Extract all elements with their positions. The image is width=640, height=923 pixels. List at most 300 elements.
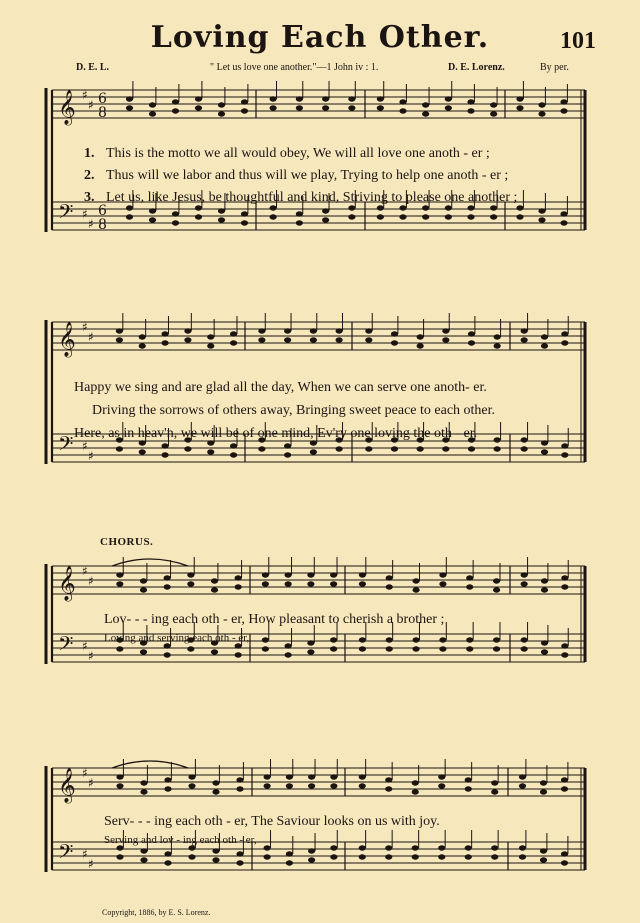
verse-3-line-2: Here, as in heav'n, we will be of one mind, Ev'ry one loving the oth - er.: [74, 426, 478, 441]
note-head: [307, 640, 314, 645]
note-head: [258, 328, 265, 333]
note-head: [412, 789, 419, 794]
note-head: [307, 572, 314, 577]
note-head: [445, 96, 452, 101]
note-head: [139, 343, 146, 348]
note-head: [211, 578, 218, 583]
key-sharp: ♯: [88, 574, 94, 588]
note-head: [172, 108, 179, 113]
note-head: [116, 572, 123, 577]
note-head: [519, 845, 526, 850]
note-head: [184, 328, 191, 333]
note-head: [262, 646, 269, 651]
verse-number: 1.: [84, 146, 95, 161]
note-head: [561, 777, 568, 782]
note-head: [494, 334, 501, 339]
note-head: [365, 328, 372, 333]
key-sharp: ♯: [88, 449, 94, 463]
note-head: [207, 449, 214, 454]
note-head: [386, 575, 393, 580]
chorus-alt-line-2: Serving and lov - ing each oth - er,: [104, 834, 257, 846]
note-head: [465, 786, 472, 791]
note-head: [538, 111, 545, 116]
note-head: [561, 575, 568, 580]
chorus-alt-line-1: Loving and serving each oth - er,: [104, 632, 250, 644]
note-head: [212, 848, 219, 853]
note-head: [491, 780, 498, 785]
note-head: [307, 649, 314, 654]
note-head: [561, 443, 568, 448]
note-head: [236, 786, 243, 791]
note-head: [541, 449, 548, 454]
note-head: [149, 111, 156, 116]
note-head: [359, 783, 366, 788]
note-head: [438, 854, 445, 859]
note-head: [561, 452, 568, 457]
note-head: [307, 581, 314, 586]
treble-clef: 𝄞: [58, 90, 76, 125]
note-head: [218, 111, 225, 116]
key-sharp: ♯: [82, 320, 88, 334]
note-head: [359, 854, 366, 859]
note-head: [467, 108, 474, 113]
time-sig-top: 6: [98, 91, 107, 107]
note-head: [284, 337, 291, 342]
note-head: [412, 646, 419, 651]
note-head: [164, 575, 171, 580]
key-sharp: ♯: [88, 98, 94, 112]
key-sharp: ♯: [82, 639, 88, 653]
note-head: [187, 646, 194, 651]
note-head: [493, 587, 500, 592]
note-head: [386, 584, 393, 589]
note-head: [540, 857, 547, 862]
note-head: [264, 854, 271, 859]
note-head: [336, 446, 343, 451]
note-head: [140, 857, 147, 862]
note-head: [187, 581, 194, 586]
time-sig-bottom: 8: [98, 105, 107, 121]
note-head: [465, 777, 472, 782]
note-head: [230, 331, 237, 336]
note-head: [438, 774, 445, 779]
note-head: [235, 584, 242, 589]
note-head: [445, 105, 452, 110]
note-head: [284, 443, 291, 448]
note-head: [330, 581, 337, 586]
bass-clef: 𝄢: [58, 200, 74, 228]
note-head: [494, 446, 501, 451]
note-head: [348, 214, 355, 219]
note-head: [386, 637, 393, 642]
note-head: [188, 845, 195, 850]
note-head: [285, 643, 292, 648]
note-head: [270, 96, 277, 101]
note-head: [521, 637, 528, 642]
note-head: [286, 860, 293, 865]
note-head: [241, 220, 248, 225]
note-head: [284, 452, 291, 457]
note-head: [560, 220, 567, 225]
note-head: [491, 845, 498, 850]
note-head: [116, 581, 123, 586]
note-head: [399, 205, 406, 210]
note-head: [126, 214, 133, 219]
note-head: [365, 337, 372, 342]
copyright-notice: Copyright, 1886, by E. S. Lorenz.: [102, 908, 211, 917]
note-head: [211, 649, 218, 654]
note-head: [560, 99, 567, 104]
note-head: [140, 789, 147, 794]
note-head: [116, 328, 123, 333]
chorus-line-1: Lov- - - ing each oth - er, How pleasant to cherish a brother ;: [104, 612, 445, 627]
lyric-text: Thus will we labor and thus will we play, Trying to help one anoth - er ;: [106, 168, 509, 183]
note-head: [330, 572, 337, 577]
note-head: [490, 111, 497, 116]
note-head: [235, 643, 242, 648]
lyric-text: Let us, like Jesus, be thoughtful and kind, Striving to please one another ;: [106, 190, 518, 205]
note-head: [184, 446, 191, 451]
note-head: [161, 443, 168, 448]
note-head: [161, 340, 168, 345]
note-head: [285, 652, 292, 657]
note-head: [270, 105, 277, 110]
note-head: [172, 99, 179, 104]
note-head: [365, 446, 372, 451]
note-head: [140, 848, 147, 853]
note-head: [541, 343, 548, 348]
note-head: [521, 446, 528, 451]
note-head: [385, 854, 392, 859]
note-head: [330, 774, 337, 779]
note-head: [348, 105, 355, 110]
note-head: [195, 105, 202, 110]
note-head: [391, 340, 398, 345]
note-head: [188, 783, 195, 788]
note-head: [235, 575, 242, 580]
author-initials: D. E. L.: [76, 62, 110, 73]
note-head: [330, 783, 337, 788]
note-head: [184, 337, 191, 342]
note-head: [139, 334, 146, 339]
bass-clef: 𝄢: [58, 432, 74, 460]
note-head: [218, 217, 225, 222]
note-head: [442, 446, 449, 451]
note-head: [412, 854, 419, 859]
note-head: [467, 205, 474, 210]
note-head: [391, 446, 398, 451]
note-head: [308, 857, 315, 862]
note-head: [468, 340, 475, 345]
note-head: [296, 105, 303, 110]
note-head: [310, 449, 317, 454]
note-head: [541, 440, 548, 445]
note-head: [538, 208, 545, 213]
note-head: [218, 102, 225, 107]
note-head: [296, 211, 303, 216]
note-head: [207, 343, 214, 348]
note-head: [322, 105, 329, 110]
note-head: [264, 845, 271, 850]
note-head: [516, 105, 523, 110]
note-head: [490, 102, 497, 107]
note-head: [322, 208, 329, 213]
key-sharp: ♯: [82, 847, 88, 861]
note-head: [330, 845, 337, 850]
note-head: [359, 845, 366, 850]
note-head: [359, 774, 366, 779]
note-head: [391, 331, 398, 336]
note-head: [322, 217, 329, 222]
lyric-text: This is the motto we all would obey, We will all love one anoth - er ;: [106, 146, 490, 161]
note-head: [286, 851, 293, 856]
note-head: [493, 578, 500, 583]
note-head: [468, 446, 475, 451]
note-head: [310, 337, 317, 342]
note-head: [126, 96, 133, 101]
note-head: [212, 789, 219, 794]
note-head: [466, 584, 473, 589]
note-head: [164, 777, 171, 782]
note-head: [126, 205, 133, 210]
note-head: [540, 780, 547, 785]
note-head: [541, 334, 548, 339]
treble-clef: 𝄞: [58, 322, 76, 357]
bass-clef: 𝄢: [58, 840, 74, 868]
note-head: [439, 646, 446, 651]
note-head: [359, 646, 366, 651]
note-head: [310, 328, 317, 333]
note-head: [540, 848, 547, 853]
note-head: [359, 637, 366, 642]
note-head: [286, 783, 293, 788]
note-head: [521, 337, 528, 342]
note-head: [422, 214, 429, 219]
page-number: 101: [560, 28, 596, 54]
note-head: [399, 99, 406, 104]
note-head: [494, 437, 501, 442]
note-head: [264, 783, 271, 788]
note-head: [442, 337, 449, 342]
verse-1-line-2: Happy we sing and are glad all the day, When we can serve one anoth- er.: [74, 380, 487, 395]
note-head: [399, 214, 406, 219]
note-head: [188, 854, 195, 859]
chorus-label: CHORUS.: [100, 536, 154, 548]
note-head: [560, 211, 567, 216]
note-head: [172, 211, 179, 216]
note-head: [491, 789, 498, 794]
note-head: [521, 572, 528, 577]
note-head: [494, 343, 501, 348]
note-head: [241, 211, 248, 216]
note-head: [195, 96, 202, 101]
note-head: [230, 452, 237, 457]
note-head: [541, 649, 548, 654]
note-head: [445, 205, 452, 210]
note-head: [516, 214, 523, 219]
note-head: [561, 786, 568, 791]
note-head: [377, 205, 384, 210]
note-head: [465, 854, 472, 859]
note-head: [230, 340, 237, 345]
note-head: [561, 331, 568, 336]
note-head: [241, 108, 248, 113]
note-head: [540, 789, 547, 794]
note-head: [439, 581, 446, 586]
permission-note: By per.: [540, 62, 569, 73]
note-head: [218, 208, 225, 213]
verse-1-line-1: [84, 146, 490, 162]
note-head: [116, 854, 123, 859]
note-head: [164, 851, 171, 856]
verse-3-line-1: [84, 190, 517, 206]
note-head: [521, 437, 528, 442]
key-sharp: ♯: [88, 776, 94, 790]
note-head: [285, 581, 292, 586]
key-sharp: ♯: [82, 439, 88, 453]
note-head: [336, 337, 343, 342]
note-head: [236, 777, 243, 782]
note-head: [445, 214, 452, 219]
note-head: [561, 851, 568, 856]
note-head: [140, 578, 147, 583]
note-head: [521, 328, 528, 333]
note-head: [126, 105, 133, 110]
note-head: [385, 845, 392, 850]
note-head: [438, 783, 445, 788]
note-head: [412, 845, 419, 850]
note-head: [116, 337, 123, 342]
note-head: [172, 220, 179, 225]
note-head: [116, 845, 123, 850]
note-head: [348, 205, 355, 210]
note-head: [164, 643, 171, 648]
note-head: [116, 783, 123, 788]
note-head: [468, 331, 475, 336]
note-head: [336, 328, 343, 333]
note-head: [149, 217, 156, 222]
note-head: [541, 640, 548, 645]
note-head: [438, 845, 445, 850]
bass-clef: 𝄢: [58, 632, 74, 660]
note-head: [490, 214, 497, 219]
note-head: [561, 584, 568, 589]
treble-clef: 𝄞: [58, 566, 76, 601]
note-head: [161, 331, 168, 336]
key-sharp: ♯: [88, 649, 94, 663]
note-head: [466, 575, 473, 580]
note-head: [519, 774, 526, 779]
note-head: [264, 774, 271, 779]
note-head: [466, 646, 473, 651]
note-head: [467, 214, 474, 219]
note-head: [330, 637, 337, 642]
note-head: [561, 643, 568, 648]
composer-credit: D. E. Lorenz.: [448, 62, 505, 73]
note-head: [561, 652, 568, 657]
note-head: [439, 572, 446, 577]
note-head: [359, 581, 366, 586]
note-head: [519, 783, 526, 788]
note-head: [521, 646, 528, 651]
treble-clef: 𝄞: [58, 768, 76, 803]
note-head: [422, 205, 429, 210]
key-sharp: ♯: [82, 564, 88, 578]
note-head: [262, 572, 269, 577]
note-head: [385, 777, 392, 782]
note-head: [399, 108, 406, 113]
note-head: [212, 857, 219, 862]
note-head: [161, 452, 168, 457]
note-head: [164, 786, 171, 791]
note-head: [149, 102, 156, 107]
note-head: [195, 214, 202, 219]
note-head: [140, 587, 147, 592]
note-head: [516, 96, 523, 101]
note-head: [422, 111, 429, 116]
note-head: [417, 446, 424, 451]
time-sig-top: 6: [98, 203, 107, 219]
scripture-epigraph: " Let us love one another."—1 John iv : 1.: [210, 62, 379, 73]
note-head: [116, 774, 123, 779]
note-head: [140, 780, 147, 785]
note-head: [164, 860, 171, 865]
note-head: [538, 217, 545, 222]
note-head: [308, 774, 315, 779]
note-head: [262, 581, 269, 586]
note-head: [417, 343, 424, 348]
note-head: [493, 637, 500, 642]
key-sharp: ♯: [82, 207, 88, 221]
note-head: [417, 334, 424, 339]
key-sharp: ♯: [88, 330, 94, 344]
note-head: [116, 646, 123, 651]
note-head: [490, 205, 497, 210]
note-head: [308, 783, 315, 788]
note-head: [377, 105, 384, 110]
note-head: [164, 652, 171, 657]
note-head: [442, 328, 449, 333]
note-head: [212, 780, 219, 785]
key-sharp: ♯: [88, 217, 94, 231]
note-head: [561, 340, 568, 345]
note-head: [493, 646, 500, 651]
note-head: [322, 96, 329, 101]
time-sig-bottom: 8: [98, 217, 107, 233]
verse-2-line-2: Driving the sorrows of others away, Bringing sweet peace to each other.: [92, 403, 496, 418]
note-head: [188, 774, 195, 779]
note-head: [116, 446, 123, 451]
note-head: [348, 96, 355, 101]
note-head: [187, 572, 194, 577]
note-head: [521, 581, 528, 586]
note-head: [285, 572, 292, 577]
note-head: [385, 786, 392, 791]
verse-number: 2.: [84, 168, 95, 183]
note-head: [412, 587, 419, 592]
note-head: [561, 860, 568, 865]
note-head: [195, 205, 202, 210]
note-head: [139, 449, 146, 454]
note-head: [386, 646, 393, 651]
note-head: [330, 646, 337, 651]
note-head: [541, 578, 548, 583]
note-head: [330, 854, 337, 859]
note-head: [286, 774, 293, 779]
note-head: [467, 99, 474, 104]
note-head: [359, 572, 366, 577]
note-head: [560, 108, 567, 113]
